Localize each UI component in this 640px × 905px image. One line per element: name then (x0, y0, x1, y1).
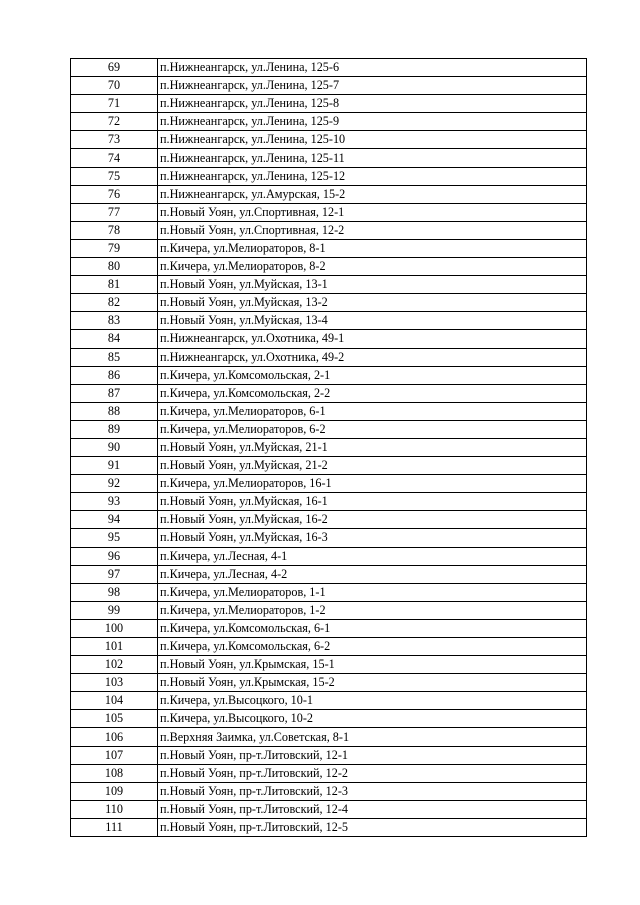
address-cell: п.Нижнеангарск, ул.Амурская, 15-2 (158, 185, 587, 203)
table-row (71, 493, 587, 511)
row-number-cell: 104 (71, 692, 158, 710)
address-cell: п.Нижнеангарск, ул.Ленина, 125-8 (158, 95, 587, 113)
table-row (71, 457, 587, 475)
row-number-cell: 111 (71, 818, 158, 836)
row-number-cell: 82 (71, 294, 158, 312)
row-number-cell: 83 (71, 312, 158, 330)
table-row (71, 185, 587, 203)
row-number-cell: 76 (71, 185, 158, 203)
row-number-cell: 79 (71, 239, 158, 257)
row-number-cell: 92 (71, 475, 158, 493)
table-row (71, 276, 587, 294)
address-cell: п.Кичера, ул.Мелиораторов, 6-1 (158, 402, 587, 420)
address-cell: п.Нижнеангарск, ул.Охотника, 49-1 (158, 330, 587, 348)
table-row (71, 402, 587, 420)
row-number-cell: 81 (71, 276, 158, 294)
table-row (71, 511, 587, 529)
table-row (71, 59, 587, 77)
table-row (71, 95, 587, 113)
address-cell: п.Кичера, ул.Мелиораторов, 1-1 (158, 583, 587, 601)
address-table (70, 58, 587, 837)
table-row (71, 746, 587, 764)
table-row (71, 258, 587, 276)
table-row (71, 167, 587, 185)
table-row (71, 149, 587, 167)
table-row (71, 438, 587, 456)
table-row (71, 710, 587, 728)
row-number-cell: 75 (71, 167, 158, 185)
table-row (71, 312, 587, 330)
row-number-cell: 93 (71, 493, 158, 511)
address-cell: п.Кичера, ул.Комсомольская, 6-1 (158, 619, 587, 637)
row-number-cell: 101 (71, 638, 158, 656)
table-row (71, 764, 587, 782)
address-cell: п.Кичера, ул.Высоцкого, 10-1 (158, 692, 587, 710)
table-row (71, 529, 587, 547)
address-cell: п.Нижнеангарск, ул.Ленина, 125-7 (158, 77, 587, 95)
address-cell: п.Кичера, ул.Мелиораторов, 8-1 (158, 239, 587, 257)
address-cell: п.Новый Уоян, ул.Муйская, 16-2 (158, 511, 587, 529)
table-row (71, 656, 587, 674)
table-row (71, 221, 587, 239)
address-cell: п.Нижнеангарск, ул.Ленина, 125-11 (158, 149, 587, 167)
row-number-cell: 97 (71, 565, 158, 583)
row-number-cell: 86 (71, 366, 158, 384)
row-number-cell: 78 (71, 221, 158, 239)
table-row (71, 203, 587, 221)
table-row (71, 674, 587, 692)
row-number-cell: 102 (71, 656, 158, 674)
row-number-cell: 110 (71, 800, 158, 818)
table-row (71, 601, 587, 619)
row-number-cell: 74 (71, 149, 158, 167)
row-number-cell: 106 (71, 728, 158, 746)
row-number-cell: 80 (71, 258, 158, 276)
row-number-cell: 77 (71, 203, 158, 221)
address-cell: п.Нижнеангарск, ул.Ленина, 125-12 (158, 167, 587, 185)
table-row (71, 420, 587, 438)
address-cell: п.Новый Уоян, ул.Муйская, 13-4 (158, 312, 587, 330)
address-cell: п.Новый Уоян, ул.Муйская, 21-1 (158, 438, 587, 456)
address-cell: п.Кичера, ул.Мелиораторов, 1-2 (158, 601, 587, 619)
address-cell: п.Кичера, ул.Комсомольская, 2-2 (158, 384, 587, 402)
table-row (71, 692, 587, 710)
address-cell: п.Новый Уоян, ул.Спортивная, 12-1 (158, 203, 587, 221)
address-cell: п.Новый Уоян, ул.Муйская, 13-1 (158, 276, 587, 294)
table-row (71, 818, 587, 836)
address-cell: п.Новый Уоян, ул.Муйская, 13-2 (158, 294, 587, 312)
row-number-cell: 108 (71, 764, 158, 782)
row-number-cell: 98 (71, 583, 158, 601)
table-row (71, 330, 587, 348)
row-number-cell: 71 (71, 95, 158, 113)
table-row (71, 800, 587, 818)
address-cell: п.Новый Уоян, ул.Муйская, 21-2 (158, 457, 587, 475)
row-number-cell: 96 (71, 547, 158, 565)
row-number-cell: 100 (71, 619, 158, 637)
table-row (71, 728, 587, 746)
address-cell: п.Новый Уоян, ул.Крымская, 15-2 (158, 674, 587, 692)
table-row (71, 638, 587, 656)
address-cell: п.Верхняя Заимка, ул.Советская, 8-1 (158, 728, 587, 746)
address-cell: п.Кичера, ул.Лесная, 4-1 (158, 547, 587, 565)
row-number-cell: 70 (71, 77, 158, 95)
address-cell: п.Новый Уоян, пр-т.Литовский, 12-4 (158, 800, 587, 818)
address-cell: п.Кичера, ул.Мелиораторов, 6-2 (158, 420, 587, 438)
table-row (71, 366, 587, 384)
address-cell: п.Нижнеангарск, ул.Охотника, 49-2 (158, 348, 587, 366)
address-cell: п.Кичера, ул.Высоцкого, 10-2 (158, 710, 587, 728)
table-row (71, 77, 587, 95)
address-cell: п.Нижнеангарск, ул.Ленина, 125-10 (158, 131, 587, 149)
table-row (71, 547, 587, 565)
row-number-cell: 88 (71, 402, 158, 420)
row-number-cell: 85 (71, 348, 158, 366)
row-number-cell: 89 (71, 420, 158, 438)
table-row (71, 294, 587, 312)
table-row (71, 239, 587, 257)
row-number-cell: 72 (71, 113, 158, 131)
table-row (71, 782, 587, 800)
address-cell: п.Кичера, ул.Лесная, 4-2 (158, 565, 587, 583)
row-number-cell: 105 (71, 710, 158, 728)
address-cell: п.Новый Уоян, ул.Муйская, 16-3 (158, 529, 587, 547)
address-cell: п.Кичера, ул.Комсомольская, 6-2 (158, 638, 587, 656)
address-cell: п.Нижнеангарск, ул.Ленина, 125-6 (158, 59, 587, 77)
row-number-cell: 73 (71, 131, 158, 149)
row-number-cell: 94 (71, 511, 158, 529)
table-row (71, 113, 587, 131)
address-table-body (71, 59, 587, 837)
row-number-cell: 109 (71, 782, 158, 800)
address-cell: п.Кичера, ул.Комсомольская, 2-1 (158, 366, 587, 384)
row-number-cell: 87 (71, 384, 158, 402)
row-number-cell: 91 (71, 457, 158, 475)
address-cell: п.Новый Уоян, пр-т.Литовский, 12-5 (158, 818, 587, 836)
address-cell: п.Новый Уоян, пр-т.Литовский, 12-2 (158, 764, 587, 782)
address-cell: п.Новый Уоян, пр-т.Литовский, 12-3 (158, 782, 587, 800)
address-cell: п.Нижнеангарск, ул.Ленина, 125-9 (158, 113, 587, 131)
table-row (71, 131, 587, 149)
table-row (71, 619, 587, 637)
row-number-cell: 95 (71, 529, 158, 547)
row-number-cell: 99 (71, 601, 158, 619)
table-row (71, 348, 587, 366)
address-cell: п.Новый Уоян, ул.Муйская, 16-1 (158, 493, 587, 511)
table-row (71, 565, 587, 583)
address-cell: п.Новый Уоян, ул.Спортивная, 12-2 (158, 221, 587, 239)
address-cell: п.Новый Уоян, ул.Крымская, 15-1 (158, 656, 587, 674)
table-row (71, 475, 587, 493)
table-row (71, 583, 587, 601)
address-cell: п.Кичера, ул.Мелиораторов, 16-1 (158, 475, 587, 493)
address-cell: п.Кичера, ул.Мелиораторов, 8-2 (158, 258, 587, 276)
address-cell: п.Новый Уоян, пр-т.Литовский, 12-1 (158, 746, 587, 764)
row-number-cell: 103 (71, 674, 158, 692)
row-number-cell: 107 (71, 746, 158, 764)
row-number-cell: 69 (71, 59, 158, 77)
table-row (71, 384, 587, 402)
row-number-cell: 90 (71, 438, 158, 456)
row-number-cell: 84 (71, 330, 158, 348)
